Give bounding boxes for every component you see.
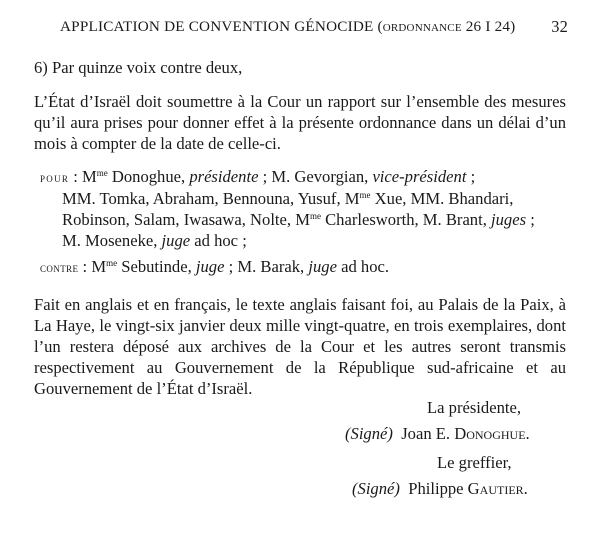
operative-clause-heading: 6) Par quinze voix contre deux,	[34, 58, 243, 77]
header-title: APPLICATION DE CONVENTION GÉNOCIDE (ordonnance 26 I 24)	[60, 18, 516, 35]
operative-paragraph: L’État d’Israël doit soumettre à la Cour un rapport sur l’ensemble des mesures qu’il aura prises pour donner effet à la présente ordonnance dans un délai d’un mois à compter de la date de celle-ci.	[34, 92, 566, 153]
president-signature: (Signé) Joan E. Donoghue.	[345, 424, 530, 443]
page-number: 32	[551, 17, 568, 36]
contre-label: contre	[40, 260, 79, 275]
votes-pour: pour : $M^{me}$ Donoghue, présidente ; M. Gevorgian, vice-président ; MM. Tomka, Abraham, Bennouna, Yusuf, $M^{me}$ Xue, MM. Bhandari, Robinson, Salam, Iwasawa, Nolte, $M^{me}$ Charlesworth, M. Brant, juges ; M. Moseneke, juge ad hoc ;	[40, 167, 535, 250]
running-header	[60, 16, 568, 37]
closing-paragraph: Fait en anglais et en français, le texte anglais faisant foi, au Palais de la Paix, à La Haye, le vingt-six janvier deux mille vingt-quatre, en trois exemplaires, dont l’un restera déposé aux archives de la Cour et les autres seront transmis respectivement au Gouvernement de la République sud-africaine et au Gouvernement de l’État d’Israël.	[34, 295, 566, 398]
pour-label: pour	[40, 170, 70, 185]
votes-contre: contre : $M^{me}$ Sebutinde, juge ; M. Barak, juge ad hoc.	[40, 257, 390, 276]
president-title: La présidente,	[427, 398, 521, 417]
vote-record	[40, 166, 566, 278]
registrar-title: Le greffier,	[437, 453, 512, 472]
document-body	[34, 57, 566, 399]
registrar-signature: (Signé) Philippe Gautier.	[352, 479, 528, 498]
